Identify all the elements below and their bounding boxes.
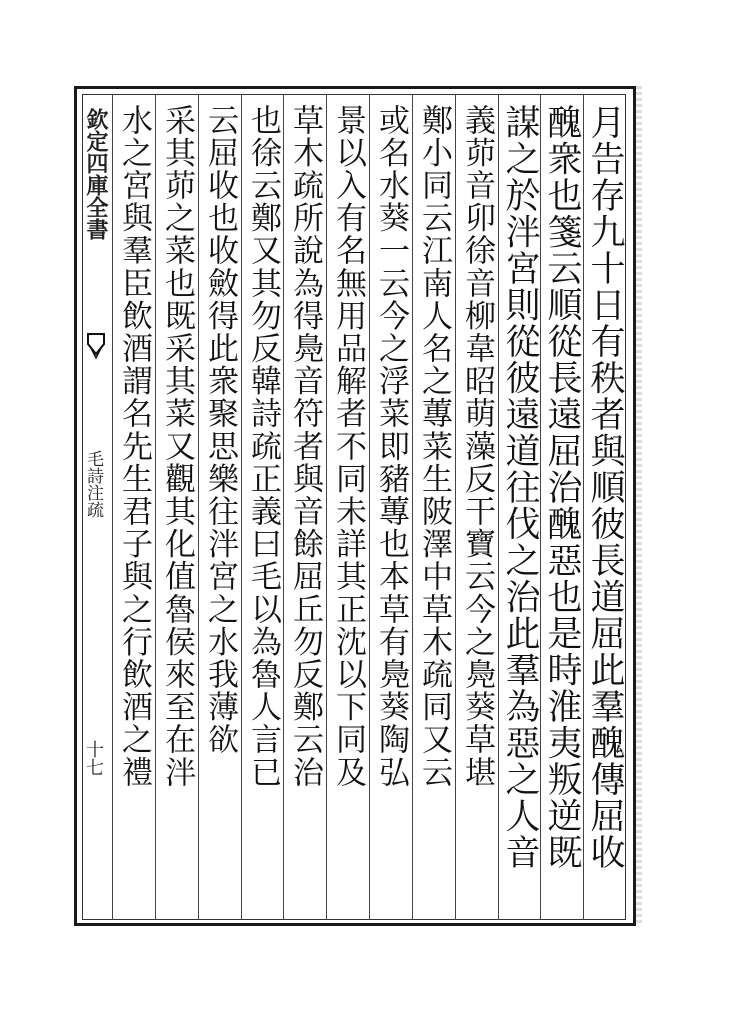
scan-edge (636, 86, 642, 926)
text-column: 月告存九十日有秩者與順彼長道屈此羣醜傳屈收 (585, 104, 625, 871)
text-column: 景以入有名無用品解者不同未詳其正沈以下同及 (330, 104, 366, 789)
text-column: 鄭小同云江南人名之蓴菜生陂澤中草木疏同又云 (416, 104, 452, 789)
text-column: 水之宮與羣臣飲酒謂名先生君子與之行飲酒之禮 (116, 104, 152, 789)
text-column: 義茆音卯徐音柳韋昭萌藻反干寶云今之鳧葵草堪 (459, 104, 495, 789)
text-column: 謀之於泮宮則從彼遠道往伐之治此羣為惡之人音 (500, 104, 540, 871)
text-column: 醜衆也箋云順從長遠屈治醜惡也是時淮夷叛逆既 (542, 104, 582, 871)
book-name: 毛詩注疏 (83, 450, 103, 518)
text-column: 也徐云鄭又其勿反韓詩疏正義曰毛以為魯人言已 (245, 104, 281, 789)
text-column: 草木疏所說為得鳧音符者與音餘屈丘勿反鄭云治 (287, 104, 323, 789)
text-column: 云屈收也收斂得此衆聚思樂往泮宮之水我薄欲 (202, 104, 238, 756)
fishtail-mark-icon (86, 332, 106, 362)
collection-title: 欽定四庫全書 (83, 108, 109, 240)
text-column: 采其茆之菜也既采其菜又觀其化值魯侯來至在泮 (159, 104, 195, 789)
text-column: 或名水葵一云今之浮菜即豬蓴也本草有鳧葵陶弘 (373, 104, 409, 789)
page-number: 十七 (83, 740, 104, 776)
